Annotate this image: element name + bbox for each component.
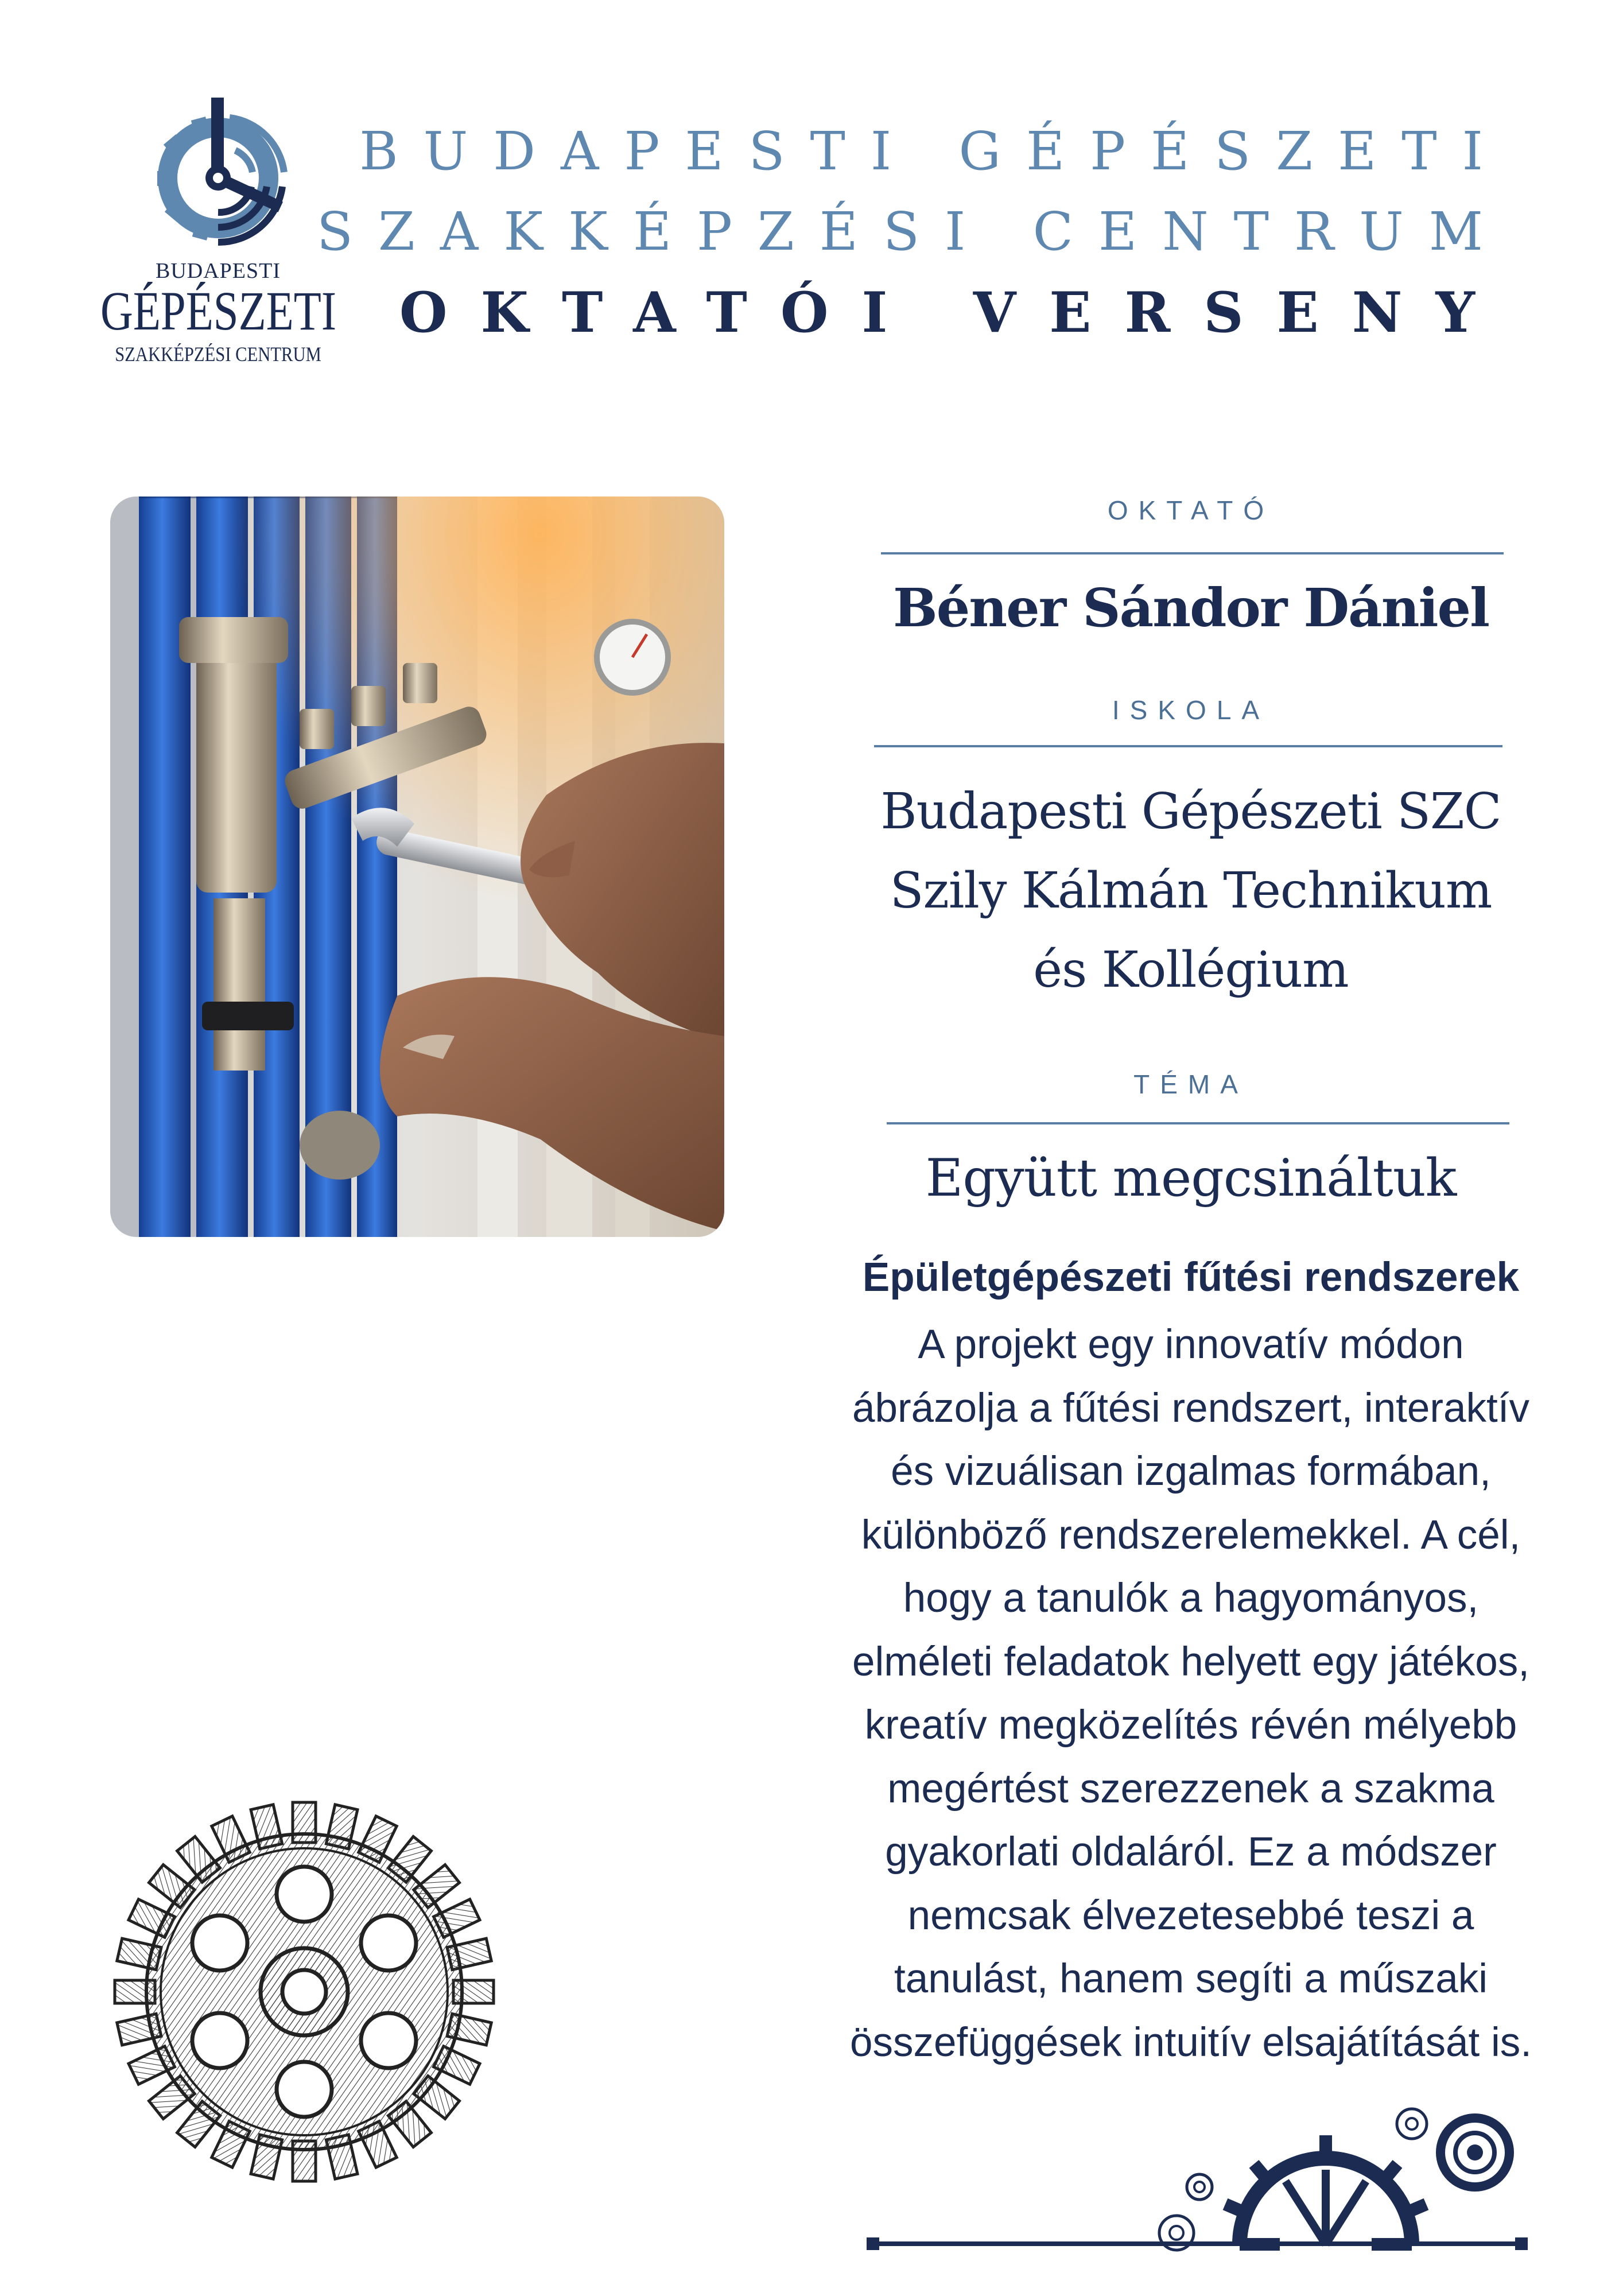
- description-line: kreatív megközelítés révén mélyebb: [864, 1702, 1517, 1748]
- rule-end-marker: [1515, 2237, 1528, 2250]
- description-line: nemcsak élvezetesebbé teszi a: [907, 1892, 1474, 1938]
- description-line: tanulást, hanem segíti a műszaki: [894, 1956, 1488, 2002]
- description-line: összefüggések intuitív elsajátítását is.: [850, 2019, 1532, 2065]
- description-line: hogy a tanulók a hagyományos,: [903, 1576, 1479, 1621]
- theme-label: TÉMA: [1133, 1069, 1248, 1099]
- header-line-1: BUDAPESTI GÉPÉSZETI: [359, 121, 1508, 182]
- logo-text-line2: GÉPÉSZETI: [100, 280, 337, 342]
- description-line: A projekt egy innovatív módon: [918, 1322, 1464, 1367]
- school-line: és Kollégium: [1033, 941, 1349, 999]
- header-title: OKTATÓI VERSENY: [399, 280, 1508, 345]
- instructor-label: OKTATÓ: [1107, 495, 1275, 525]
- divider: [887, 1122, 1509, 1124]
- description-line: gyakorlati oldaláról. Ez a módszer: [885, 1829, 1497, 1875]
- gear-cluster-icon: [1136, 2089, 1527, 2262]
- divider: [874, 745, 1502, 747]
- rule-end-marker: [867, 2237, 879, 2250]
- divider: [881, 552, 1504, 554]
- school-line: Szily Kálmán Technikum: [890, 862, 1492, 920]
- description-title: Épületgépészeti fűtési rendszerek: [862, 1255, 1520, 1300]
- description-line: és vizuálisan izgalmas formában,: [891, 1449, 1491, 1494]
- description-line: megértést szerezzenek a szakma: [887, 1766, 1494, 1812]
- description-line: ábrázolja a fűtési rendszert, interaktív: [852, 1385, 1529, 1431]
- logo-text-line1: BUDAPESTI: [155, 259, 281, 283]
- description-text: [798, 1313, 1584, 2074]
- bottom-rule: [867, 2241, 1527, 2246]
- plumber-wrench-photo: [110, 497, 724, 1237]
- gear-clock-logo-icon: [132, 86, 304, 258]
- header-line-2: SZAKKÉPZÉSI CENTRUM: [316, 201, 1508, 262]
- school-label: ISKOLA: [1112, 695, 1270, 725]
- school-name: [798, 772, 1584, 1010]
- plumber-photo: [110, 497, 724, 1237]
- description-line: elméleti feladatok helyett egy játékos,: [852, 1639, 1530, 1685]
- logo-text-line3: SZAKKÉPZÉSI CENTRUM: [115, 343, 321, 366]
- description-line: különböző rendszerelemekkel. A cél,: [861, 1512, 1521, 1558]
- school-line: Budapesti Gépészeti SZC: [880, 783, 1501, 840]
- instructor-name: Béner Sándor Dániel: [892, 577, 1489, 639]
- theme-title: Együtt megcsináltuk: [925, 1148, 1457, 1208]
- sketched-gear-icon: [109, 1797, 499, 2187]
